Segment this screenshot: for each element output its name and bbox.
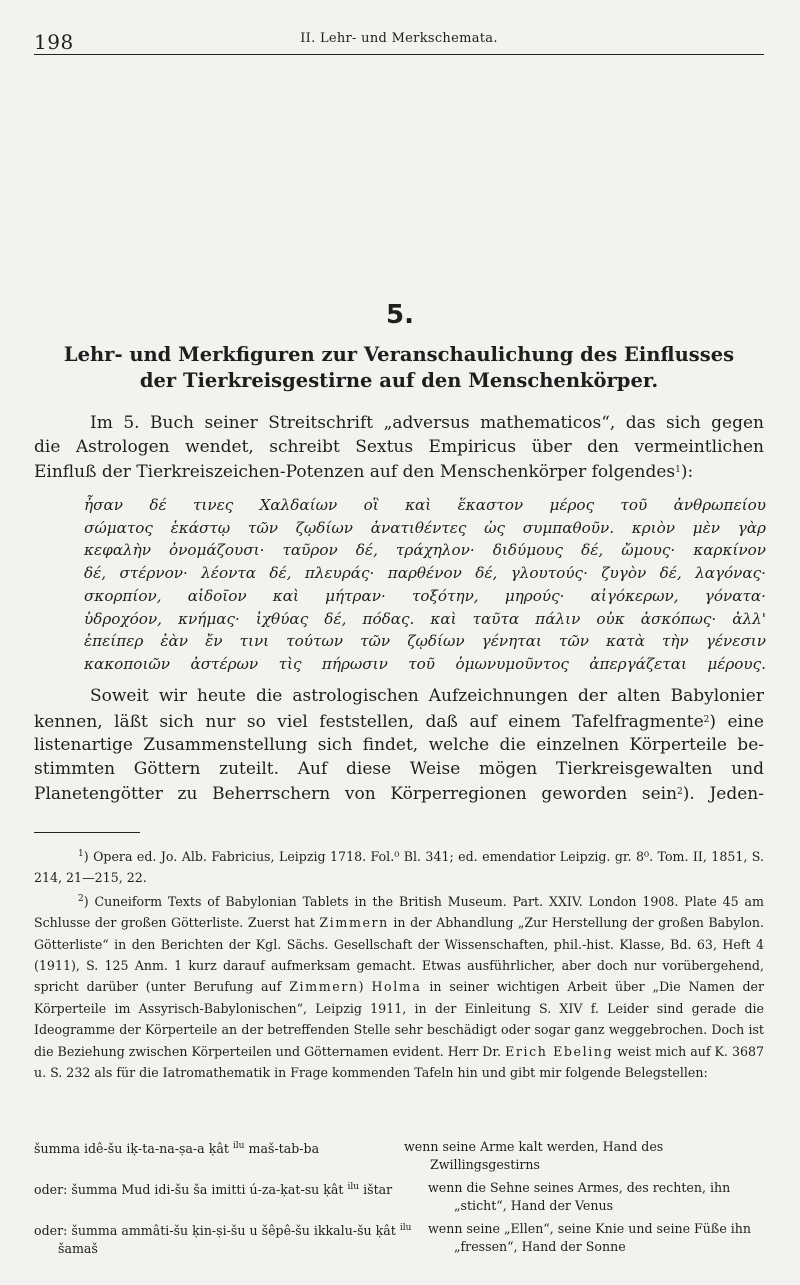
section-title-line: Lehr- und Merkfiguren zur Veranschaulichung des Einflusses — [63, 343, 735, 366]
footnote-mark: 2 — [78, 893, 84, 904]
akkadian-text — [34, 1138, 404, 1173]
footnote-text: ) Opera ed. Jo. Alb. Fabricius, Leipzig 1718. Fol.⁰ Bl. 341; ed. emendatior Leipzig. gr. 8⁰. Tom. II, 1851, S. 214, 21—215, 22. — [34, 849, 764, 886]
translation-text: wenn seine „Ellen“, seine Knie und seine Füße ihn „fressen“, Hand der Sonne — [428, 1221, 752, 1254]
footnote-text: in seiner wichtigen Arbeit über „Die Namen der Körperteile im Assyrisch-Babylonischen“, Leipzig 1911, in der Einleitung S. XIV f. Leider sind gerade die Ideogramme der Körperteile an der betreffenden Stelle sehr beschädigt oder sogar ganz weggebrochen. Doch ist die Beziehung zwischen Körperteilen und Götternamen evident. Herr Dr. — [34, 979, 764, 1059]
text-line — [34, 709, 764, 735]
footnote-mark: 1 — [78, 849, 84, 859]
footnote-ref: 2 — [677, 787, 683, 797]
text-line: die Astrologen wendet, schreibt Sextus Empiricus über den vermeintlichen — [34, 436, 764, 457]
footnote-text: ) Cuneiform Texts of Babylonian Tablets in the British Museum. Part. XXIV. London 1908. Plate 45 am Schlusse der großen Götterliste. Zuerst hat — [34, 893, 764, 931]
greek-line: κεφαλὴν ὀνομάζουσι· ταῦρον δέ, τράχηλον· διδύμους δέ, ὤμους· καρκίνον — [84, 541, 766, 560]
author-name: Zimmern — [289, 979, 359, 995]
section-title — [34, 342, 764, 394]
akkadian-fragment: maš-tab-ba — [248, 1141, 320, 1156]
akkadian-fragment: šamaš — [58, 1240, 98, 1256]
text-fragment: kennen, läßt sich nur so viel feststellen, daß auf einem Tafelfragmente — [34, 711, 704, 732]
translation-text: wenn die Sehne seines Armes, des rechten, ihn „sticht“, Hand der Venus — [428, 1180, 731, 1213]
footnote-ref: 1 — [675, 465, 681, 475]
greek-line: ἦσαν δέ τινες Χαλδαίων οἳ καὶ ἕκαστον μέρος τοῦ ἀνθρωπείου — [84, 496, 766, 514]
text-fragment: Einfluß der Tierkreiszeichen-Potenzen auf den Menschenkörper folgendes — [34, 462, 676, 482]
author-name: Erich Ebeling — [505, 1043, 614, 1059]
determinative: ilu — [232, 1141, 245, 1151]
greek-quotation — [84, 494, 766, 676]
citation-table — [34, 1138, 764, 1263]
greek-line: σώματος ἑκάστῳ τῶν ζῳδίων ἀνατιθέντες ὡς συμπαθοῦν. κριὸν μὲν γὰρ — [84, 518, 766, 537]
akkadian-fragment: šumma idê-šu iḳ-ta-na-ṣa-a ḳât — [34, 1141, 229, 1156]
text-line: listenartige Zusammenstellung sich findet, welche die einzelnen Körperteile be- — [34, 735, 764, 755]
greek-line: ἐπείπερ ἐὰν ἔν τινι τούτων τῶν ζῳδίων γένηται τῶν κατὰ τὴν γένεσιν — [84, 632, 766, 651]
author-name: Zimmern — [319, 915, 389, 931]
footnote-text: in der Abhandlung „Zur Herstellung der großen Babylon. Götterliste“ in den Berichten der Kgl. Sächs. Gesellschaft der Wissenschaften, phil.-hist. Klasse, Bd. 63, Heft 4 (1911), S. 125 Anm. 1 kurz darauf aufmerksam gemacht. Etwas ausführlicher, aber doch nur vorübergehend, spricht darüber (unter Berufung auf — [34, 915, 764, 995]
text-line: Soweit wir heute die astrologischen Aufzeichnungen der alten Babylonier — [90, 686, 764, 706]
akkadian-fragment: ištar — [363, 1182, 393, 1197]
footnote-rule — [34, 832, 140, 833]
author-name: Holma — [371, 979, 422, 995]
greek-line: δέ, στέρνον· λέοντα δέ, πλευράς· παρθένον δέ, γλουτούς· ζυγὸν δέ, λαγόνας· — [84, 564, 766, 583]
text-fragment: ): — [680, 462, 694, 482]
section-number: 5. — [386, 300, 414, 330]
text-line: stimmten Göttern zuteilt. Auf diese Weise mögen Tierkreisgewalten und — [34, 758, 764, 779]
text-line — [34, 781, 764, 807]
citation-row — [34, 1179, 764, 1214]
footnote-ref: 2 — [703, 714, 710, 725]
text-line — [34, 459, 764, 485]
translation-text: wenn seine Arme kalt werden, Hand des Zwillingsgestirns — [404, 1139, 664, 1172]
greek-line: σκορπίον, αἰδοῖον καὶ μήτραν· τοξότην, μηρούς· αἰγόκερων, γόνατα· — [84, 586, 766, 605]
footnotes — [34, 844, 764, 1083]
determinative: ilu — [399, 1223, 412, 1233]
text-fragment: ). Jeden- — [682, 784, 764, 804]
greek-line: ὑδροχόον, κνήμας· ἰχθύας δέ, πόδας. καὶ ταῦτα πάλιν οὐκ ἀσκόπως· ἀλλ' — [84, 609, 766, 628]
footnote-1 — [34, 844, 764, 889]
text-line: Im 5. Buch seiner Streitschrift „adversus mathematicos“, das sich gegen — [90, 413, 764, 433]
determinative: ilu — [347, 1182, 360, 1192]
page-header — [34, 28, 764, 55]
footnote-2 — [34, 889, 764, 1084]
section-title-line: der Tierkreisgestirne auf den Menschenkörper. — [139, 369, 659, 392]
footnote-text: ) — [358, 979, 364, 995]
intro-paragraph — [34, 412, 764, 485]
text-fragment: ) eine — [709, 711, 764, 732]
footnote-text: weist mich auf K. 3687 u. S. 232 als für die Iatromathematik in Frage kommenden Tafeln hin und gibt mir folgende Belegstellen: — [34, 1043, 764, 1081]
akkadian-fragment: oder: šumma Mud idi-šu ša imitti ú-za-ḳat-su ḳât — [34, 1182, 344, 1197]
akkadian-text — [34, 1179, 428, 1214]
greek-line: κακοποιῶν ἀστέρων τὶς πήρωσιν τοῦ ὁμωνυμοῦντος ἀπεργάζεται μέρους. — [84, 654, 766, 673]
running-head: II. Lehr- und Merkschemata. — [300, 31, 498, 46]
text-fragment: Planetengötter zu Beherrschern von Körperregionen geworden sein — [34, 784, 678, 804]
akkadian-text — [34, 1220, 428, 1257]
citation-row — [34, 1220, 764, 1257]
page-number: 198 — [34, 30, 74, 54]
body-paragraph — [34, 685, 764, 807]
citation-row — [34, 1138, 764, 1173]
akkadian-fragment: oder: šumma ammâti-šu ḳin-ṣi-šu u šêpê-šu ikkalu-šu ḳât — [34, 1223, 396, 1238]
